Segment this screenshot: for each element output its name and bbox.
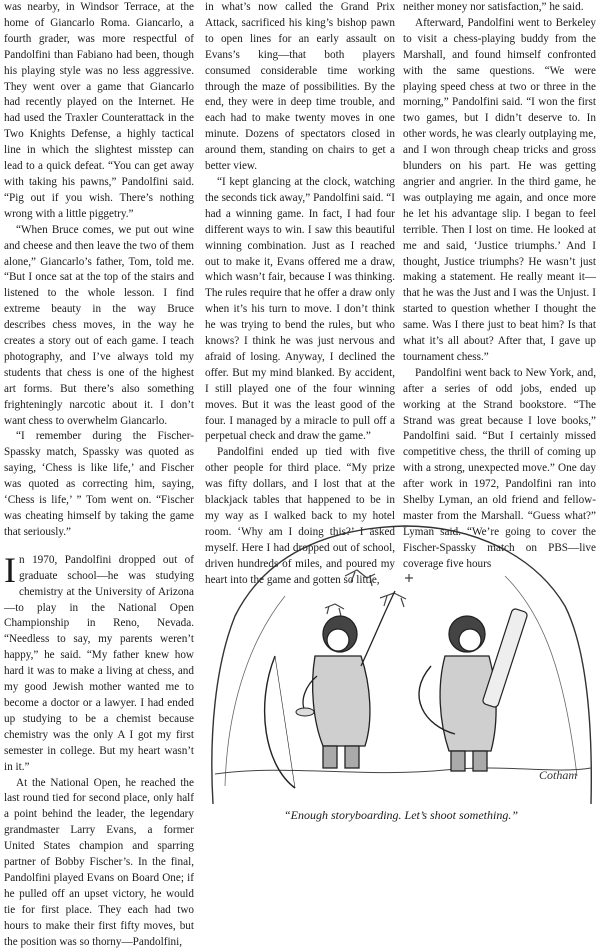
drop-cap: I (4, 555, 16, 585)
paragraph: Pandolfini ended up tied with five other people for third place. “My prize was fifty dollars, and I lost that at the blackjack tables that happened to be in my way as I walked back to my hotel room. ‘Why am I doing this?’ I asked myself. Here I had dropped out of school, driven hundreds of miles, and poured my heart into the game and gotten so little, (205, 445, 395, 588)
text-column-2 (205, 0, 395, 589)
paragraph: Pandolfini went back to New York, and, after a series of odd jobs, ended up working at the Strand bookstore. “The Strand was great because I love books,” Pandolfini said. “But I certainly missed competitive chess, the thrill of coming up with a strong, unexpected move.” One day after work in 1972, Pandolfini ran into Shelby Lyman, an old friend and fellow-master from the Marshall. “Guess what?” Lyman said. “We’re going to cover the Fischer-Spassky match on PBS—live coverage five hours (403, 366, 596, 573)
paragraph: in what’s now called the Grand Prix Attack, sacrificed his king’s bishop pawn to open lines for an early assault on Evans’s king—that both players consumed considerable time working through the maze of possibilities. By the end, they were in deep time trouble, and each had to make twenty moves in one minute. Dozens of spectators closed in around them, standing on chairs to get a better view. (205, 0, 395, 175)
cave-floor (215, 768, 591, 774)
paragraph: “When Bruce comes, we put out wine and cheese and then leave the two of them alone,” Giancarlo’s father, Tom, told me. “But I once sat at the top of the stairs and listened to the whole lesson. I find extreme beauty in the way Bruce describes chess moves, in the way he creates a story out of each game. I teach photography, and I’ve always told my students that chess is one of the highest art forms. But there’s also something frighteningly narcotic about it. I don’t want chess to overwhelm Giancarlo. (4, 223, 194, 430)
paragraph: “I remember during the Fischer-Spassky match, Spassky was quoted as saying, ‘Chess is like life,’ and Fischer was quoted as correcting him, saying, ‘Chess is life,’ ” Tom went on. “Fischer was cheating himself by taking the game that seriously.” (4, 429, 194, 540)
cave-outline (212, 526, 591, 804)
paragraph-with-dropcap (4, 553, 194, 776)
paragraph: At the National Open, he reached the last round tied for second place, only half a point behind the leader, the legendary grandmaster Larry Evans, a former United States champion and sparring partner of Bobby Fischer’s. In the final, Pandolfini played Evans on Board One; if he pulled off an upset victory, he would tie for first place. They each had two hours to make their first fifty moves, but the position was so thorny—Pandolfini, (4, 776, 194, 950)
cave-texture (225, 576, 577, 786)
bow (265, 656, 295, 788)
cartoon (205, 516, 597, 826)
section-break (4, 541, 194, 553)
paragraph-text: n 1970, Pandolfini dropped out of graduate school—he was studying chemistry at the University of Arizona—to play in the National Open Championship in Reno, Nevada. “Needless to say, my parents weren’t happy,” he said. “My father knew how hard it was to make a living at chess, and my good Jewish mother wanted me to become a doctor or a lawyer. I had ended up studying to be a chemist because chemistry was the only A I got my first semester in college. But my heart wasn’t in it.” (4, 554, 194, 773)
cave-paintings (325, 570, 413, 616)
artist-signature: Cotham (539, 768, 577, 783)
paint-bowl (296, 708, 314, 716)
paragraph: “I kept glancing at the clock, watching the seconds tick away,” Pandolfini said. “I had a winning game. In fact, I had four different ways to win. I saw this beautiful winning combination. Just as I reached out to make it, Evans offered me a draw, which wasn’t fair, because I was thinking. The rules require that he offer a draw only when it’s his turn to move. I don’t think he was trying to bend the rules, but who knows? I think he was just nervous and afraid of losing. Anyway, I declined the offer. But my mind blanked. By accident, I still played one of the four winning moves. But it was the least good of the four. I managed by a miracle to pull off a perpetual check and draw the game.” (205, 175, 395, 445)
paragraph: neither money nor satisfaction,” he said. (403, 0, 596, 16)
cartoon-illustration (205, 516, 597, 804)
paragraph: was nearby, in Windsor Terrace, at the home of Giancarlo Roma. Giancarlo, a fourth grader, was more respectful of Pandolfini than Fabiano had been, though his playing style was no less aggressive. They went over a game that Giancarlo had recently played on the Internet. He had used the Traxler Counterattack in the Two Knights Defense, a highly tactical line in which the slightest misstep can lead to a quick defeat. “You can get away with taking his pawns,” Pandolfini said. “Pig out if you wish. There’s nothing wrong with a little piggetry.” (4, 0, 194, 223)
paragraph: Afterward, Pandolfini went to Berkeley to visit a chess-playing buddy from the Marshall, and found himself confronted with the same questions. “We were playing speed chess at two or three in the morning,” Pandolfini said. “I won the first two games, but I didn’t deserve to. In other words, he was clearly outplaying me, and I won through cheap tricks and gross blunders on his part. He was getting angrier and angrier. In the third game, he was outplaying me again, and once more he let his advantage slip. I began to feel terrible. Then I lost on time. He looked at me and said, ‘Justice triumphs.’ And I thought, Justice triumphs? He wasn’t just making a statement. He really meant it—that he was the Just and I was the Unjust. I started to question whether I thought the same. Was I there just to beat him? Is that what it’s all about? After that, I gave up tournament chess.” (403, 16, 596, 366)
caveman-painter (303, 591, 395, 768)
text-column-1 (4, 0, 194, 950)
cartoon-caption: “Enough storyboarding. Let’s shoot something.” (205, 808, 597, 823)
text-column-3 (403, 0, 596, 573)
